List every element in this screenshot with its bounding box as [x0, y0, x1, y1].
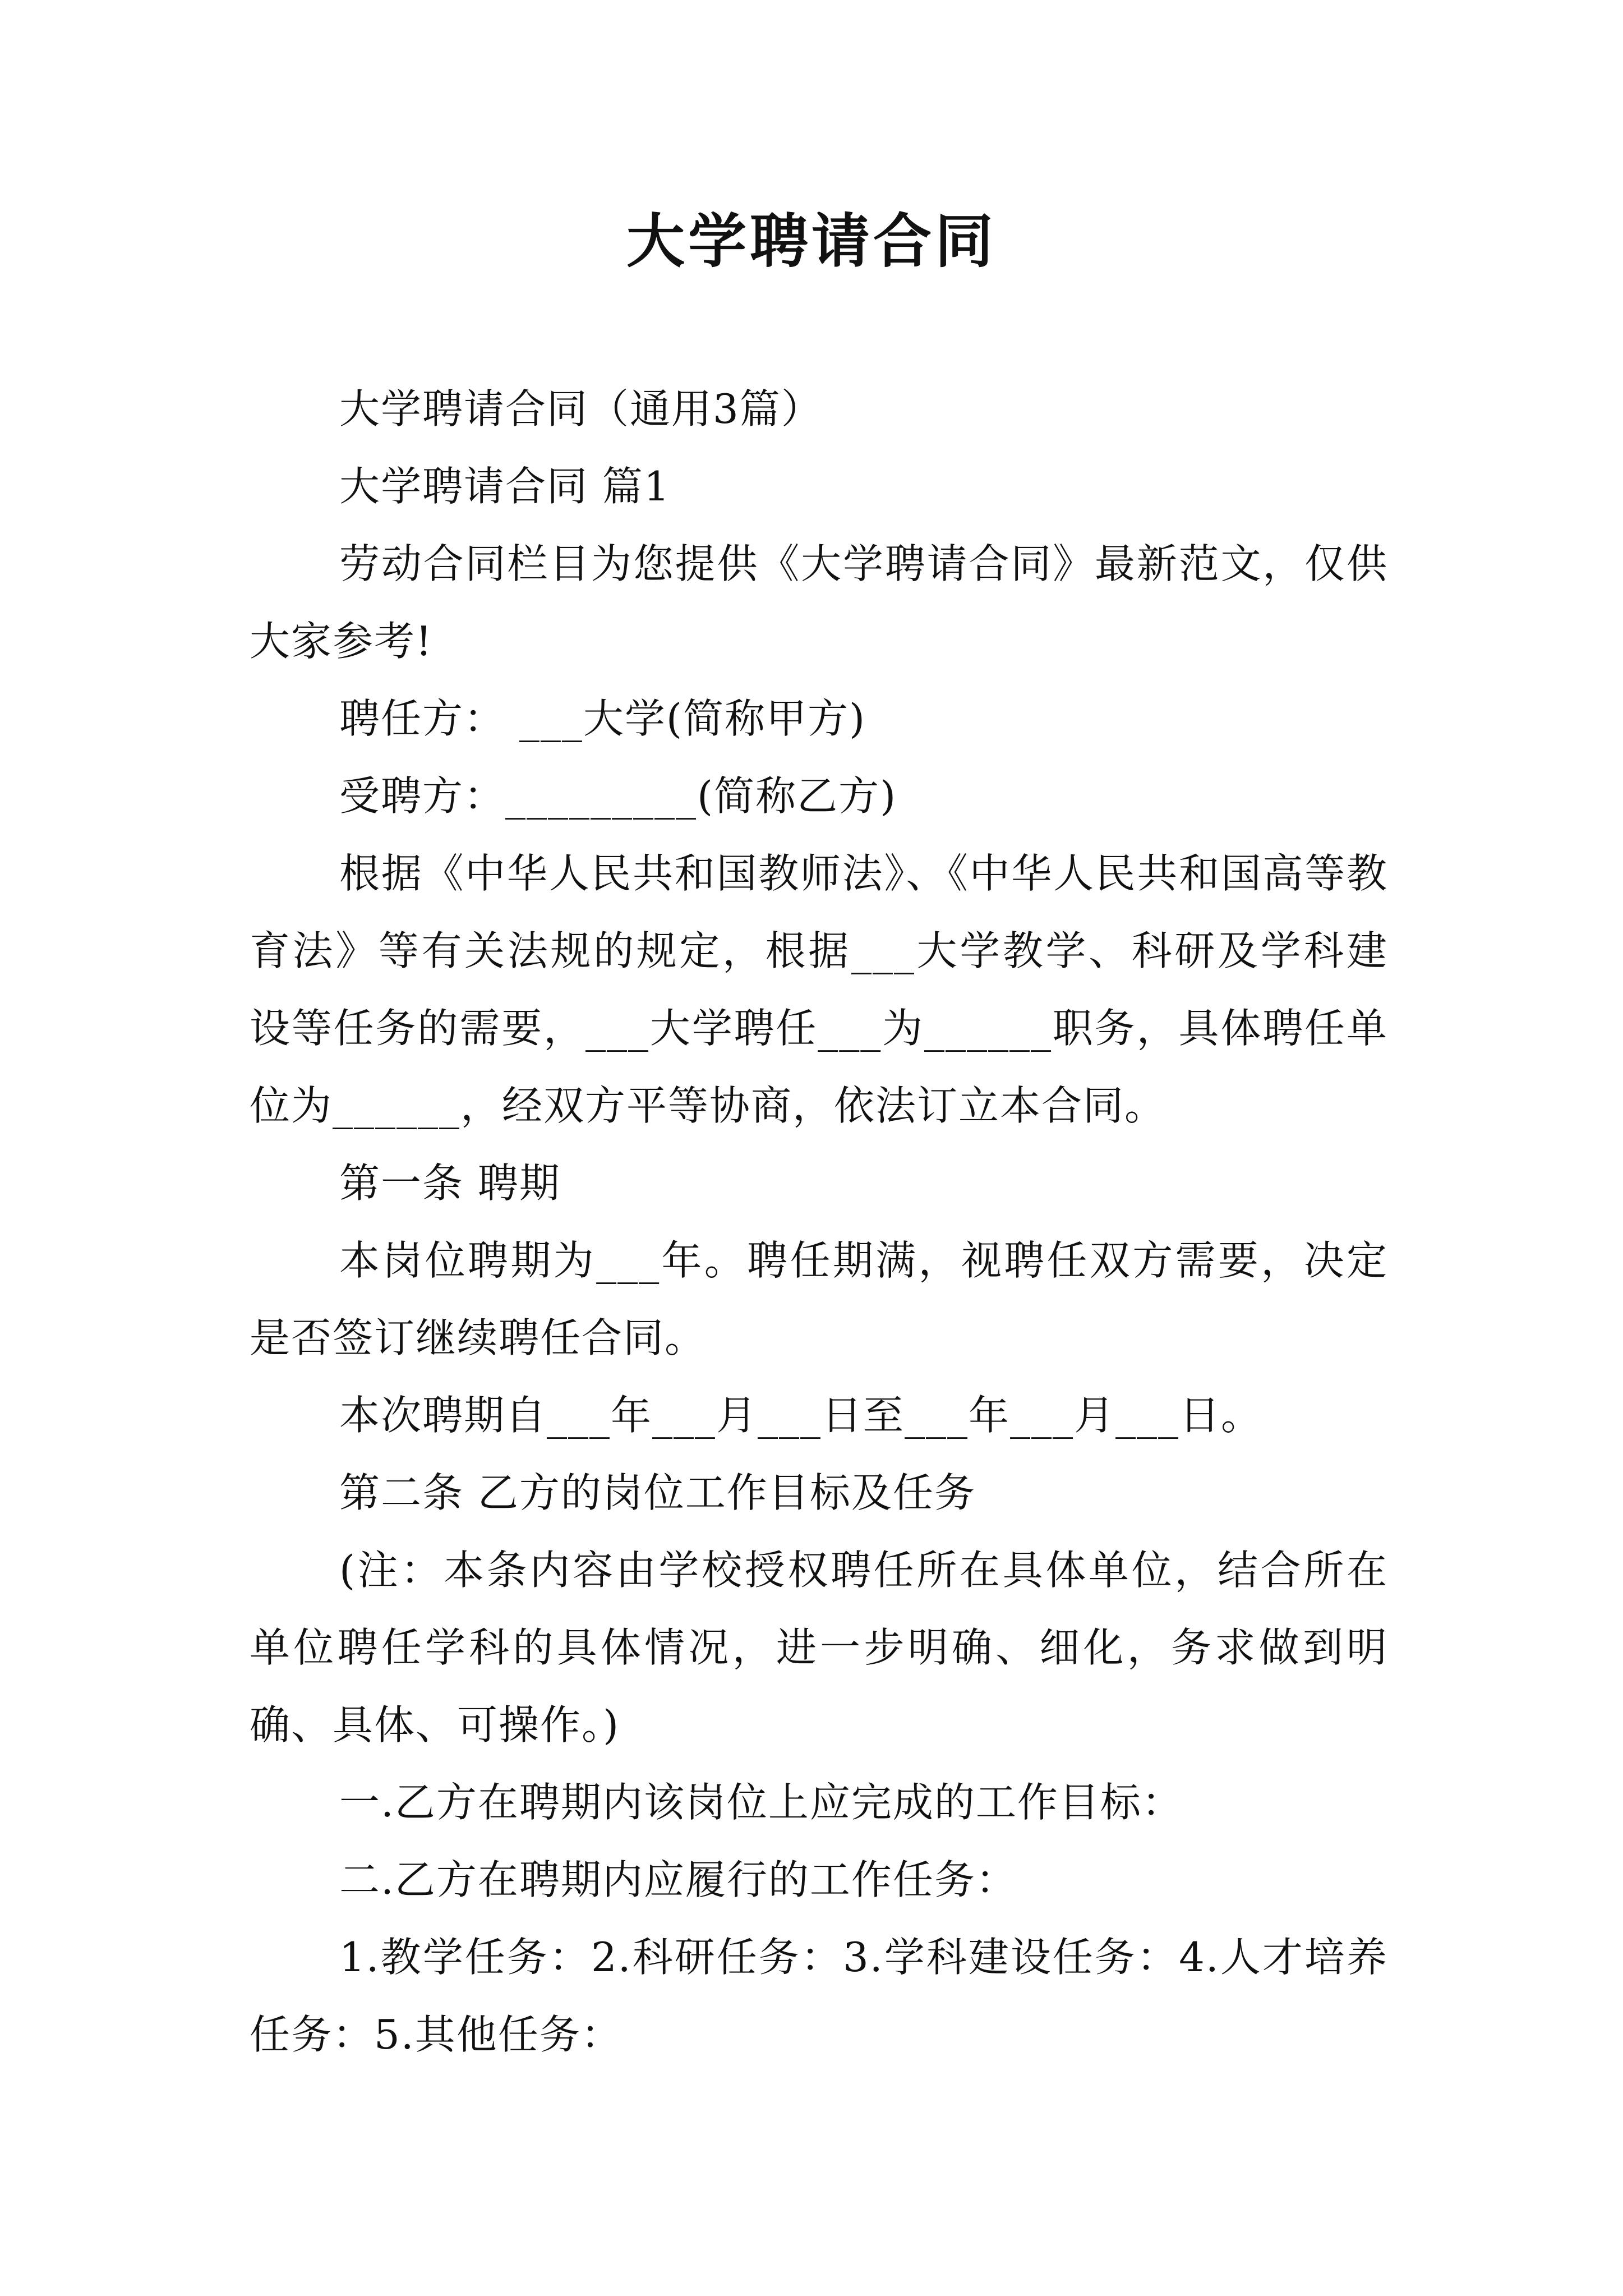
document-title: 大学聘请合同	[626, 206, 997, 275]
paragraph-article-2-heading: 第二条 乙方的岗位工作目标及任务	[339, 1469, 976, 1516]
paragraph-section-heading: 大学聘请合同 篇1	[339, 463, 671, 510]
paragraph-tasks: 二.乙方在聘期内应履行的工作任务：	[339, 1856, 1017, 1903]
document-body	[250, 370, 1388, 2073]
paragraph-note: (注：本条内容由学校授权聘任所在具体单位，结合所在单位聘任学科的具体情况，进一步明确、细化，务求做到明确、具体、可操作。)	[250, 1547, 1388, 1749]
paragraph-goals: 一.乙方在聘期内该岗位上应完成的工作目标：	[339, 1779, 1183, 1826]
paragraph-intro: 劳动合同栏目为您提供《大学聘请合同》最新范文，仅供大家参考!	[250, 540, 1388, 665]
paragraph-party-a: 聘任方： ___大学(简称甲方)	[339, 695, 866, 742]
paragraph-legal-basis: 根据《中华人民共和国教师法》、《中华人民共和国高等教育法》等有关法规的规定，根据___大学教学、科研及学科建设等任务的需要，___大学聘任___为______职务，具体聘任单位为______，经双方平等协商，依法订立本合同。	[250, 850, 1388, 1129]
paragraph-party-b: 受聘方：_________(简称乙方)	[339, 772, 897, 820]
paragraph-task-list: 1.教学任务：2.科研任务：3.学科建设任务：4.人才培养任务：5.其他任务：	[250, 1934, 1388, 2058]
paragraph-article-1-heading: 第一条 聘期	[339, 1159, 561, 1207]
paragraph-subtitle: 大学聘请合同（通用3篇）	[339, 385, 823, 432]
paragraph-term-length: 本岗位聘期为___年。聘任期满，视聘任双方需要，决定是否签订继续聘任合同。	[250, 1237, 1388, 1361]
paragraph-term-dates: 本次聘期自___年___月___日至___年___月___日。	[339, 1392, 1263, 1439]
